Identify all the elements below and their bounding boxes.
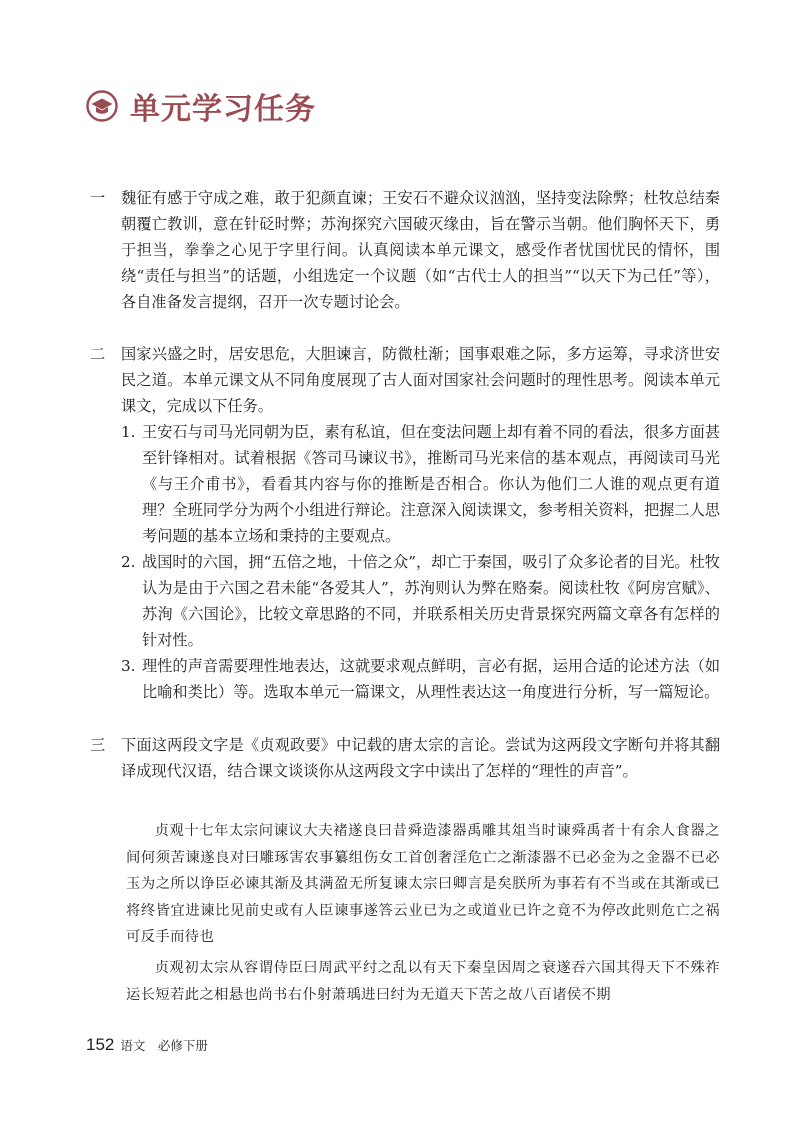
page-number: 152 (86, 1035, 115, 1054)
subtask-number: 3. (121, 657, 136, 675)
subtask-item (121, 549, 720, 653)
task-3 (90, 732, 720, 784)
classical-passage: 贞观十七年太宗问谏议大夫褚遂良曰昔舜造漆器禹雕其俎当时谏舜禹者十有余人食器之间何须苦谏遂良对曰雕琢害农事纂组伤女工首创奢淫危亡之渐漆器不已必金为之金器不已必玉为之所以诤臣必谏其渐及其满盈无所复谏太宗曰卿言是矣朕所为事若有不当或在其渐或已将终皆宜进谏比见前史或有人臣谏事遂答云业已为之或道业已许之竟不为停改此则危亡之祸可反手而待也 (126, 823, 720, 945)
subtask-text: 理性的声音需要理性地表达，这就要求观点鲜明，言必有据，运用合适的论述方法（如比喻和类比）等。选取本单元一篇课文，从理性表达这一角度进行分析，写一篇短论。 (142, 657, 720, 701)
classical-passage: 贞观初太宗从容谓侍臣曰周武平纣之乱以有天下秦皇因周之衰遂吞六国其得天下不殊祚运长短若此之相悬也尚书右仆射萧瑀进曰纣为无道天下苦之故八百诸侯不期 (126, 960, 720, 1003)
subtask-number: 1. (121, 423, 136, 441)
task-number: 二 (90, 345, 106, 363)
task-2 (90, 341, 720, 705)
unit-task-header (86, 84, 316, 128)
subtask-text: 战国时的六国，拥“五倍之地，十倍之众”，却亡于秦国，吸引了众多论者的目光。杜牧认为是由于六国之君未能“各爱其人”，苏洵则认为弊在赂秦。阅读杜牧《阿房宫赋》、苏洵《六国论》，比较文章思路的不同，并联系相关历史背景探究两篇文章各有怎样的针对性。 (142, 553, 720, 649)
subtask-list (121, 419, 720, 705)
book-title: 语文 必修下册 (120, 1038, 208, 1053)
task-text: 下面这两段文字是《贞观政要》中记载的唐太宗的言论。尝试为这两段文字断句并将其翻译成现代汉语，结合课文谈谈你从这两段文字中读出了怎样的“理性的声音”。 (121, 736, 720, 780)
task-number: 三 (90, 736, 106, 754)
subtask-text: 王安石与司马光同朝为臣，素有私谊，但在变法问题上却有着不同的看法，很多方面甚至针锋相对。试着根据《答司马谏议书》，推断司马光来信的基本观点，再阅读司马光《与王介甫书》，看看其内容与你的推断是否相合。你认为他们二人谁的观点更有道理？全班同学分为两个小组进行辩论。注意深入阅读课文，参考相关资料，把握二人思考问题的基本立场和秉持的主要观点。 (142, 423, 720, 545)
page-footer (86, 1035, 208, 1055)
page-title: 单元学习任务 (130, 92, 316, 127)
task-1 (90, 185, 720, 315)
task-number: 一 (90, 189, 106, 207)
subtask-item (121, 419, 720, 549)
task-text: 魏征有感于守成之难，敢于犯颜直谏；王安石不避众议汹汹，坚持变法除弊；杜牧总结秦朝覆亡教训，意在针砭时弊；苏洵探究六国破灭缘由，旨在警示当朝。他们胸怀天下，勇于担当，拳拳之心见于字里行间。认真阅读本单元课文，感受作者忧国忧民的情怀，围绕“责任与担当”的话题，小组选定一个议题（如“古代士人的担当”“以天下为己任”等），各自准备发言提纲，召开一次专题讨论会。 (121, 189, 720, 311)
mortarboard-icon (86, 90, 118, 122)
subtask-number: 2. (121, 553, 136, 571)
subtask-item (121, 653, 720, 705)
task-intro: 国家兴盛之时，居安思危，大胆谏言，防微杜渐；国事艰难之际，多方运筹，寻求济世安民之道。本单元课文从不同角度展现了古人面对国家社会问题时的理性思考。阅读本单元课文，完成以下任务。 (121, 345, 720, 415)
